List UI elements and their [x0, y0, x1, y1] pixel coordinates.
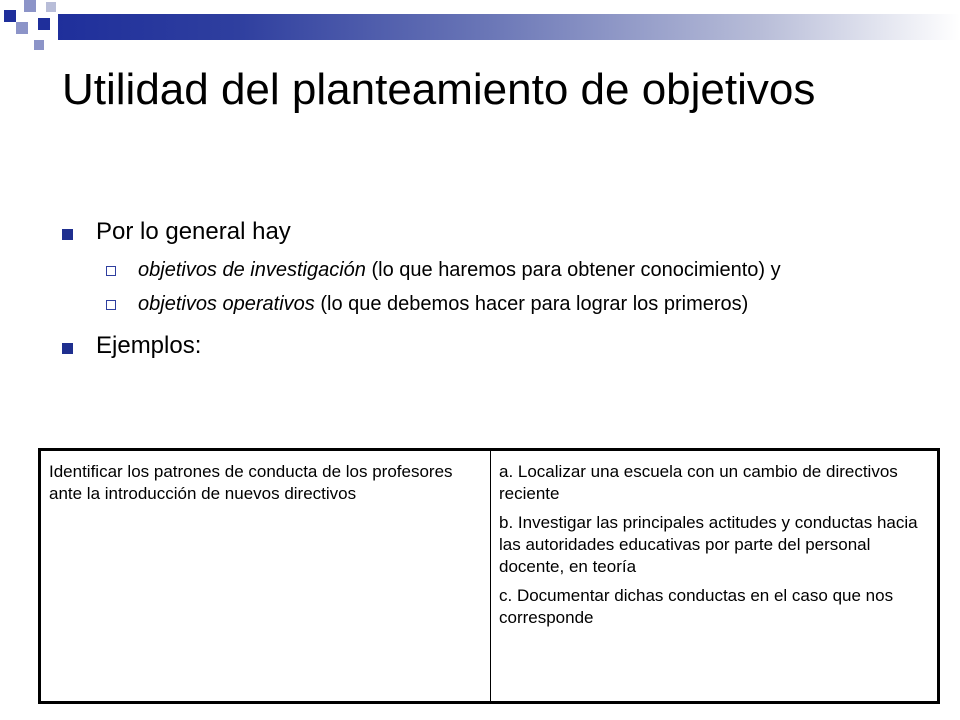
- header-gradient-bar: [58, 14, 960, 40]
- header-decoration: [0, 0, 960, 54]
- sub-bullet-research-objectives: [106, 258, 920, 282]
- bullet-item-intro: [60, 216, 920, 248]
- deco-square-light-1: [24, 0, 36, 12]
- deco-square-light-4: [46, 2, 56, 12]
- table-cell-research-objective: [41, 451, 491, 701]
- bullet-intro-text: Por lo general hay: [96, 218, 291, 245]
- square-bullet-icon: [62, 229, 73, 240]
- slide-content: [60, 216, 920, 362]
- operative-step-c: c. Documentar dichas conductas en el caso que nos corresponde: [499, 586, 894, 627]
- deco-square-light-3: [34, 40, 44, 50]
- deco-square-blue-2: [38, 18, 50, 30]
- research-objectives-term: objetivos de investigación: [138, 259, 366, 281]
- operative-objectives-term: objetivos operativos: [138, 293, 315, 315]
- operative-objectives-description: (lo que debemos hacer para lograr los primeros): [314, 293, 749, 315]
- table-cell-operative-objectives: [491, 451, 937, 701]
- research-objective-text: Identificar los patrones de conducta de los profesores ante la introducción de nuevos directivos: [49, 462, 453, 503]
- slide-title: Utilidad del planteamiento de objetivos: [62, 65, 816, 114]
- hollow-square-bullet-icon: [106, 300, 116, 310]
- research-objectives-description: (lo que haremos para obtener conocimiento) y: [365, 259, 781, 281]
- hollow-square-bullet-icon: [106, 266, 116, 276]
- operative-step-a: a. Localizar una escuela con un cambio de directivos reciente: [499, 462, 898, 503]
- bullet-examples-text: Ejemplos:: [96, 332, 202, 359]
- square-bullet-icon: [62, 343, 73, 354]
- examples-table: [38, 448, 940, 704]
- bullet-item-examples: [60, 330, 920, 362]
- operative-step-b: b. Investigar las principales actitudes y conductas hacia las autoridades educativas por parte del personal docente, en teoría: [499, 513, 918, 576]
- deco-square-light-2: [16, 22, 28, 34]
- sub-bullet-operative-objectives: [106, 292, 920, 316]
- deco-square-blue-1: [4, 10, 16, 22]
